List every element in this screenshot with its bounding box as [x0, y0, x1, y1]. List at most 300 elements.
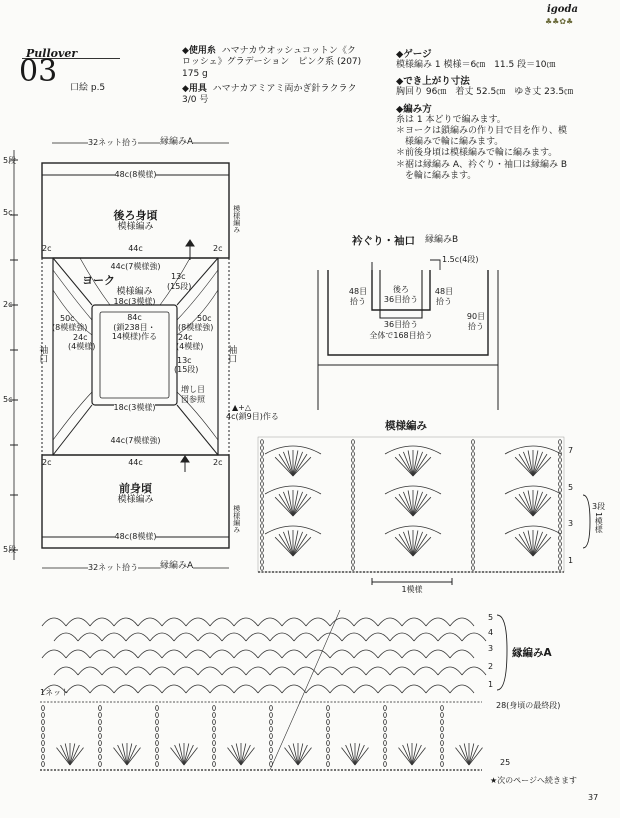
back-width-label: 48c(8模様) — [114, 170, 157, 179]
crochet-stitch — [294, 633, 318, 641]
crochet-stitch — [258, 650, 282, 658]
crochet-stitch — [354, 618, 378, 626]
crochet-stitch — [306, 685, 330, 693]
size-label: ◆でき上がり寸法 — [396, 76, 470, 88]
crochet-stitch — [156, 748, 159, 753]
crochet-stitch — [261, 476, 264, 481]
crochet-stitch — [261, 542, 264, 547]
crochet-stitch — [472, 512, 475, 517]
crochet-stitch — [156, 713, 159, 718]
crochet-stitch — [261, 554, 264, 559]
crochet-stitch — [306, 650, 330, 658]
front-body-title: 前身頃 — [119, 482, 152, 495]
side-24-patterns: (4模様) — [68, 342, 96, 351]
crochet-stitch — [261, 452, 264, 457]
side-24-patterns: (4模様) — [176, 342, 204, 351]
yarn-text-1: ハマナカウオッシュコットン《ク — [221, 46, 356, 56]
pattern-number: 03 — [19, 54, 58, 89]
pattern-st-label: 模様編み — [232, 505, 241, 533]
crochet-stitch — [102, 633, 126, 641]
chain-label: (鎖238目・ — [113, 323, 156, 332]
neckband-rows: 1.5c(4段) — [442, 255, 479, 264]
crochet-stitch — [270, 734, 273, 739]
top-edging-label: 縁編みA — [160, 137, 194, 147]
tools-text-2: 3/0 号 — [182, 95, 209, 105]
crochet-stitch — [384, 706, 387, 711]
brand-logo: igoda — [547, 4, 578, 15]
crochet-stitch — [472, 560, 475, 565]
crochet-stitch — [282, 650, 306, 658]
crochet-stitch — [156, 706, 159, 711]
crochet-stitch — [559, 488, 562, 493]
crochet-stitch — [156, 755, 159, 760]
crochet-stitch — [213, 755, 216, 760]
crochet-stitch — [186, 618, 210, 626]
neckband-total: 全体で168目拾う — [369, 331, 433, 340]
crochet-stitch — [352, 512, 355, 517]
increase-label: 増し目 — [181, 385, 205, 394]
side-50-patterns: (8模様強) — [52, 323, 88, 332]
yoke-inner-top: 18c(3模様) — [113, 297, 156, 306]
photo-reference: 口絵 p.5 — [70, 83, 106, 93]
sleeve-pickup: 90目 — [466, 312, 486, 321]
pattern-row-3: 3 — [568, 519, 574, 528]
crochet-stitch — [384, 727, 387, 732]
back-body-subtitle: 模様編み — [117, 222, 154, 232]
width-2c: 2c — [42, 244, 52, 253]
crochet-stitch — [438, 633, 462, 641]
crochet-stitch — [99, 706, 102, 711]
crochet-stitch — [472, 458, 475, 463]
crochet-stitch — [99, 741, 102, 746]
crochet-stitch — [213, 713, 216, 718]
crochet-stitch — [450, 685, 474, 693]
crochet-stitch — [441, 748, 444, 753]
width-2c: 2c — [213, 458, 223, 467]
ruler-label: 5c — [3, 395, 13, 404]
sleeve-opening-left: 袖口 — [37, 345, 48, 363]
crochet-stitch — [306, 618, 330, 626]
side-50-label: 50c — [197, 314, 212, 323]
method-step: ＊裾は縁編み A、衿ぐり・袖口は縁編み B — [396, 159, 568, 170]
crochet-stitch — [330, 650, 354, 658]
crochet-stitch — [352, 446, 355, 451]
brand-ornament: ♣♣✿♣ — [545, 17, 574, 26]
crochet-stitch — [99, 762, 102, 767]
top-pickup-label: 32ネット拾う — [88, 138, 139, 147]
crochet-stitch — [402, 618, 426, 626]
crochet-stitch — [186, 650, 210, 658]
neckband-side-pickup: 48目 — [348, 287, 368, 296]
crochet-stitch — [378, 618, 402, 626]
crochet-stitch — [559, 458, 562, 463]
yoke-width-top: 44c(7模様強) — [110, 262, 161, 271]
ruler-label: 5段 — [3, 156, 17, 165]
crochet-stitch — [472, 506, 475, 511]
sleeve-opening-right: 袖口 — [226, 345, 237, 363]
width-2c: 2c — [213, 244, 223, 253]
increase-ref: 図参照 — [181, 395, 205, 404]
crochet-stitch — [559, 548, 562, 553]
crochet-stitch — [198, 667, 222, 675]
crochet-stitch — [90, 685, 114, 693]
crochet-stitch — [559, 464, 562, 469]
side-50-patterns: (8模様強) — [178, 323, 214, 332]
tools-text-1: ハマナカアミアミ両かぎ針ラクラク — [212, 83, 357, 94]
neckband-side-pickup: 48目 — [434, 287, 454, 296]
crochet-stitch — [472, 554, 475, 559]
neckband-back-pickup: 36目拾う — [383, 295, 419, 304]
crochet-stitch — [472, 464, 475, 469]
crochet-stitch — [472, 530, 475, 535]
crochet-stitch — [66, 685, 90, 693]
crochet-stitch — [327, 727, 330, 732]
yoke-width-bottom: 44c(7模様強) — [110, 436, 161, 445]
edging-row: 2 — [488, 662, 494, 671]
sleeve-pickup-b: 拾う — [468, 322, 484, 331]
crochet-stitch — [384, 748, 387, 753]
crochet-stitch — [261, 548, 264, 553]
continued-note: ★次のページへ続きます — [490, 776, 578, 785]
crochet-stitch — [174, 633, 198, 641]
crochet-stitch — [384, 741, 387, 746]
crochet-stitch — [330, 685, 354, 693]
crochet-stitch — [472, 482, 475, 487]
crochet-stitch — [261, 506, 264, 511]
edging-net-label: 1ネット — [40, 688, 70, 697]
pattern-rows-repeat: 1模様 — [594, 512, 604, 534]
crochet-stitch — [384, 762, 387, 767]
neckband-title: 衿ぐり・袖口 — [352, 235, 415, 247]
crochet-stitch — [402, 685, 426, 693]
edging-row-28: 28(身頃の最終段) — [496, 701, 561, 710]
crochet-stitch — [352, 488, 355, 493]
crochet-stitch — [42, 706, 45, 711]
crochet-stitch — [559, 506, 562, 511]
crochet-stitch — [174, 667, 198, 675]
method-step: 様編みで輪に編みます。 — [396, 137, 504, 147]
crochet-stitch — [559, 560, 562, 565]
chain-label: 84c — [127, 313, 142, 322]
crochet-stitch — [66, 618, 90, 626]
neckband-back: 後ろ — [393, 285, 409, 294]
crochet-stitch — [559, 500, 562, 505]
crochet-stitch — [559, 566, 562, 571]
method-step: ＊ヨークは鎖編みの作り目で目を作り、模 — [396, 125, 568, 136]
crochet-stitch — [354, 650, 378, 658]
crochet-stitch — [352, 524, 355, 529]
crochet-stitch — [138, 618, 162, 626]
crochet-stitch — [210, 685, 234, 693]
crochet-stitch — [327, 720, 330, 725]
crochet-stitch — [138, 685, 162, 693]
neckband-side-pickup-b: 拾う — [436, 297, 452, 306]
crochet-stitch — [559, 470, 562, 475]
crochet-stitch — [472, 548, 475, 553]
crochet-stitch — [114, 650, 138, 658]
crochet-stitch — [261, 524, 264, 529]
crochet-stitch — [261, 512, 264, 517]
crochet-stitch — [162, 650, 186, 658]
crochet-stitch — [99, 755, 102, 760]
crochet-stitch — [472, 536, 475, 541]
crochet-stitch — [352, 542, 355, 547]
crochet-stitch — [472, 500, 475, 505]
crochet-stitch — [213, 741, 216, 746]
crochet-stitch — [352, 560, 355, 565]
crochet-stitch — [270, 755, 273, 760]
crochet-stitch — [559, 476, 562, 481]
edging-row: 4 — [488, 628, 494, 637]
crochet-stitch — [327, 755, 330, 760]
crochet-stitch — [559, 446, 562, 451]
crochet-stitch — [42, 720, 45, 725]
crochet-stitch — [327, 762, 330, 767]
front-body-subtitle: 模様編み — [117, 495, 154, 505]
crochet-stitch — [234, 685, 258, 693]
crochet-stitch — [472, 488, 475, 493]
tools-label: ◆用具 — [182, 83, 207, 94]
pattern-row-7: 7 — [568, 446, 574, 455]
crochet-stitch — [114, 618, 138, 626]
crochet-stitch — [246, 633, 270, 641]
crochet-stitch — [366, 667, 390, 675]
neckband-front-pickup: 36目拾う — [383, 320, 419, 329]
crochet-stitch — [559, 518, 562, 523]
crochet-stitch — [162, 618, 186, 626]
crochet-stitch — [258, 618, 282, 626]
gauge-text: 模様編み 1 模様＝6㎝ 11.5 段＝10㎝ — [396, 60, 556, 70]
crochet-stitch — [156, 741, 159, 746]
crochet-stitch — [472, 518, 475, 523]
crochet-stitch — [472, 476, 475, 481]
crochet-stitch — [270, 720, 273, 725]
crochet-stitch — [156, 762, 159, 767]
edging-row: 1 — [488, 680, 494, 689]
crochet-stitch — [261, 566, 264, 571]
width-44-bottom: 44c — [128, 458, 143, 467]
crochet-stitch — [261, 536, 264, 541]
crochet-stitch — [438, 667, 462, 675]
chain-label: 14模様)作る — [111, 332, 158, 341]
crochet-stitch — [352, 530, 355, 535]
crochet-stitch — [327, 706, 330, 711]
crochet-stitch — [261, 560, 264, 565]
crochet-stitch — [261, 446, 264, 451]
side-24-label: 24c — [73, 333, 88, 342]
crochet-stitch — [559, 542, 562, 547]
crochet-stitch — [472, 470, 475, 475]
crochet-stitch — [270, 706, 273, 711]
crochet-stitch — [378, 685, 402, 693]
crochet-stitch — [352, 548, 355, 553]
crochet-stitch — [99, 734, 102, 739]
crochet-stitch — [402, 650, 426, 658]
crochet-stitch — [366, 633, 390, 641]
crochet-stitch — [352, 464, 355, 469]
crochet-stitch — [352, 476, 355, 481]
crochet-stitch — [150, 633, 174, 641]
crochet-stitch — [559, 440, 562, 445]
neckband-subtitle: 縁編みB — [425, 235, 459, 245]
crochet-stitch — [42, 755, 45, 760]
crochet-stitch — [462, 667, 486, 675]
gauge-label: ◆ゲージ — [396, 49, 432, 60]
crochet-stitch — [384, 720, 387, 725]
yoke-title: ヨーク — [82, 274, 115, 287]
crochet-stitch — [390, 667, 414, 675]
mark-chain-label: 4c(鎖9目)作る — [226, 412, 279, 421]
crochet-stitch — [354, 685, 378, 693]
yoke-inner-bottom: 18c(3模様) — [113, 403, 156, 412]
crochet-stitch — [342, 633, 366, 641]
crochet-stitch — [414, 667, 438, 675]
crochet-stitch — [156, 734, 159, 739]
yarn-text-3: 175 g — [182, 68, 208, 79]
crochet-stitch — [42, 713, 45, 718]
crochet-stitch — [261, 464, 264, 469]
crochet-stitch — [441, 720, 444, 725]
crochet-stitch — [222, 667, 246, 675]
crochet-stitch — [352, 506, 355, 511]
crochet-stitch — [270, 667, 294, 675]
pattern-row-5: 5 — [568, 483, 574, 492]
crochet-stitch — [441, 713, 444, 718]
ruler-label: 5段 — [3, 545, 17, 554]
crochet-stitch — [559, 512, 562, 517]
crochet-stitch — [261, 488, 264, 493]
side-13-label: 13c — [177, 356, 192, 365]
crochet-stitch — [261, 530, 264, 535]
crochet-stitch — [559, 494, 562, 499]
crochet-stitch — [213, 734, 216, 739]
crochet-stitch — [441, 734, 444, 739]
crochet-stitch — [213, 720, 216, 725]
crochet-stitch — [441, 706, 444, 711]
ruler-label: 5c — [3, 208, 13, 217]
side-13-rows: (15段) — [174, 365, 199, 374]
crochet-stitch — [42, 618, 66, 626]
crochet-stitch — [270, 727, 273, 732]
side-50-label: 50c — [60, 314, 75, 323]
crochet-stitch — [126, 633, 150, 641]
crochet-stitch — [327, 741, 330, 746]
crochet-stitch — [472, 494, 475, 499]
crochet-stitch — [213, 748, 216, 753]
crochet-stitch — [559, 554, 562, 559]
crochet-stitch — [441, 755, 444, 760]
crochet-stitch — [294, 667, 318, 675]
crochet-stitch — [352, 500, 355, 505]
pattern-st-label: 模様編み — [232, 205, 241, 233]
crochet-stitch — [261, 518, 264, 523]
crochet-stitch — [384, 755, 387, 760]
crochet-stitch — [126, 667, 150, 675]
method-intro: 糸は 1 本どりで編みます。 — [396, 114, 506, 125]
crochet-stitch — [156, 727, 159, 732]
crochet-stitch — [213, 706, 216, 711]
crochet-stitch — [261, 482, 264, 487]
crochet-stitch — [54, 633, 78, 641]
crochet-stitch — [559, 536, 562, 541]
crochet-stitch — [210, 618, 234, 626]
yoke-subtitle: 模様編み — [116, 287, 153, 297]
pattern-title: 模様編み — [385, 420, 427, 432]
crochet-stitch — [156, 720, 159, 725]
crochet-stitch — [352, 470, 355, 475]
crochet-stitch — [559, 524, 562, 529]
crochet-stitch — [472, 566, 475, 571]
crochet-stitch — [90, 650, 114, 658]
crochet-stitch — [78, 633, 102, 641]
crochet-stitch — [66, 650, 90, 658]
pattern-rows-count: 3段 — [592, 502, 606, 511]
crochet-stitch — [472, 440, 475, 445]
crochet-stitch — [352, 452, 355, 457]
crochet-stitch — [472, 524, 475, 529]
crochet-stitch — [352, 440, 355, 445]
crochet-stitch — [270, 633, 294, 641]
crochet-stitch — [99, 727, 102, 732]
crochet-stitch — [42, 741, 45, 746]
crochet-stitch — [261, 458, 264, 463]
crochet-stitch — [234, 618, 258, 626]
bottom-edging-label: 縁編みA — [160, 561, 194, 571]
category-label: Pullover — [26, 47, 78, 60]
crochet-stitch — [352, 554, 355, 559]
crochet-stitch — [162, 685, 186, 693]
crochet-stitch — [390, 633, 414, 641]
method-step: を輪に編みます。 — [396, 170, 477, 181]
crochet-stitch — [462, 633, 486, 641]
crochet-stitch — [42, 727, 45, 732]
edging-row: 3 — [488, 644, 494, 653]
edging-row: 5 — [488, 613, 494, 622]
crochet-stitch — [261, 440, 264, 445]
side-13-rows: (15段) — [167, 282, 192, 291]
crochet-stitch — [234, 650, 258, 658]
crochet-stitch — [327, 748, 330, 753]
crochet-stitch — [384, 713, 387, 718]
crochet-stitch — [261, 494, 264, 499]
crochet-stitch — [270, 748, 273, 753]
crochet-stitch — [114, 685, 138, 693]
crochet-stitch — [282, 685, 306, 693]
crochet-stitch — [246, 667, 270, 675]
ruler-label: 2c — [3, 300, 13, 309]
crochet-stitch — [559, 482, 562, 487]
crochet-stitch — [99, 720, 102, 725]
crochet-stitch — [441, 741, 444, 746]
crochet-stitch — [150, 667, 174, 675]
back-body-title: 後ろ身頃 — [113, 209, 158, 222]
bottom-pickup-label: 32ネット拾う — [88, 563, 139, 572]
crochet-stitch — [352, 458, 355, 463]
crochet-stitch — [42, 734, 45, 739]
crochet-stitch — [261, 500, 264, 505]
crochet-stitch — [270, 713, 273, 718]
crochet-stitch — [42, 748, 45, 753]
edging-title: 縁編みA — [512, 647, 552, 659]
crochet-stitch — [198, 633, 222, 641]
side-24-label: 24c — [178, 333, 193, 342]
crochet-stitch — [102, 667, 126, 675]
crochet-stitch — [318, 667, 342, 675]
crochet-stitch — [270, 741, 273, 746]
crochet-stitch — [99, 713, 102, 718]
yarn-label: ◆使用糸 — [182, 46, 216, 56]
crochet-stitch — [90, 618, 114, 626]
